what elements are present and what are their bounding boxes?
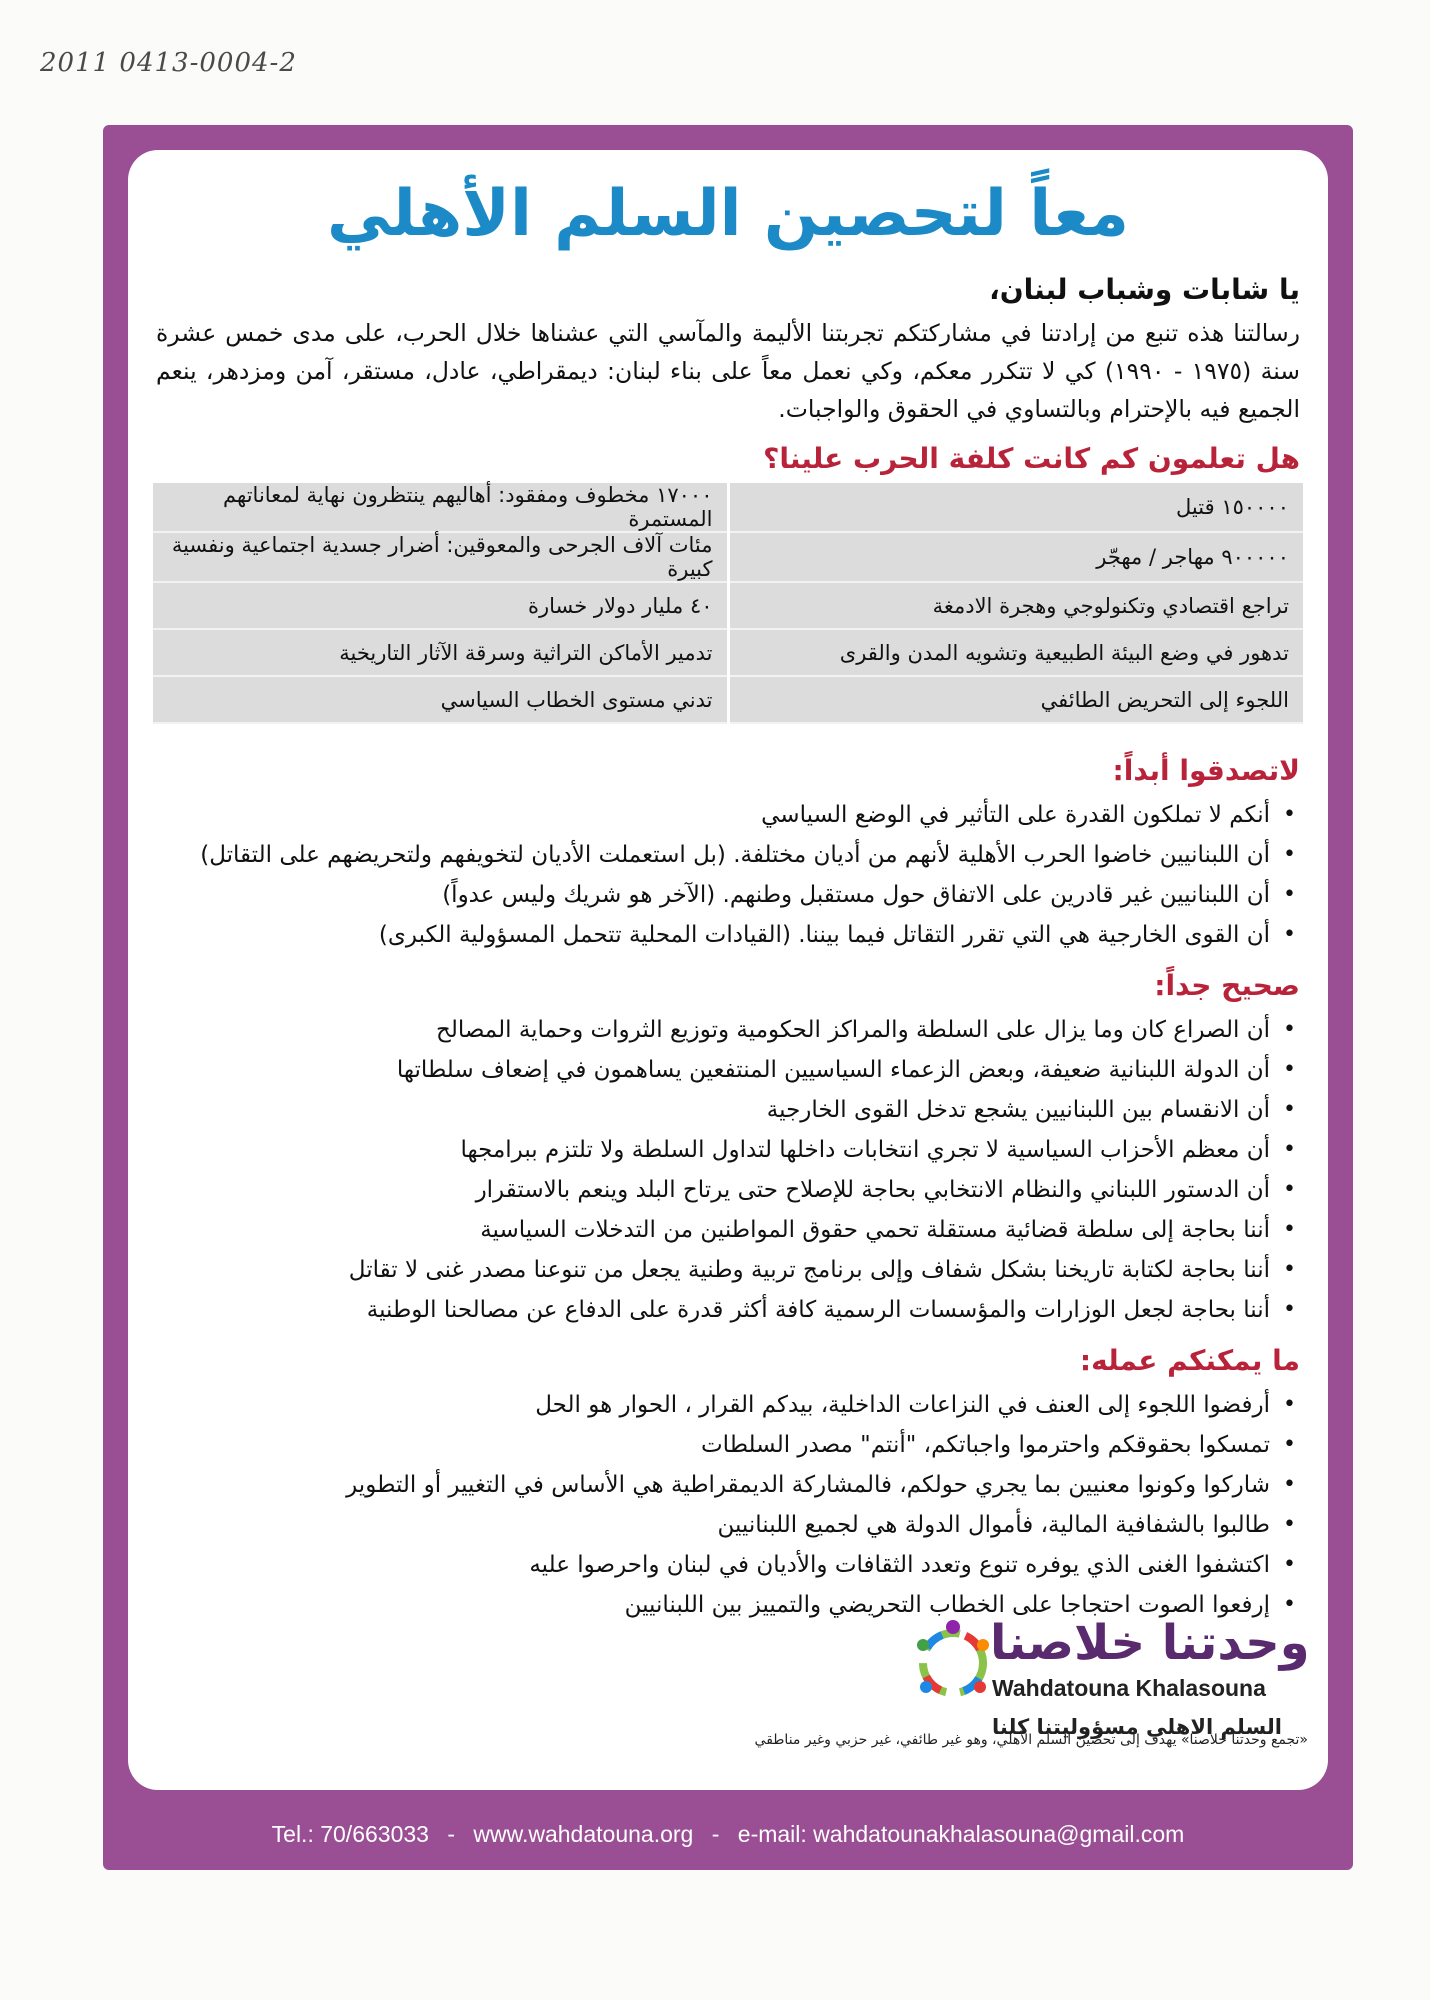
- list-item: • أن معظم الأحزاب السياسية لا تجري انتخابات داخلها لتداول السلطة ولا تلتزم ببرامجها: [156, 1130, 1300, 1170]
- intro-paragraph: رسالتنا هذه تنبع من إرادتنا في مشاركتكم تجربتنا الأليمة والمآسي التي عشناها خلال الحرب، على مدى خمس عشرة سنة (١٩٧٥ - ١٩٩٠) كي لا تتكرر معكم، وكي نعمل معاً على بناء لبنان: ديمقراطي، عادل، مستقر، آمن ومزدهر، ينعم الجميع فيه بالإحترام وبالتساوي في الحقوق والواجبات.: [156, 319, 1300, 424]
- cost-heading: هل تعلمون كم كانت كلفة الحرب علينا؟: [763, 442, 1300, 476]
- flyer-body: [128, 150, 1328, 1790]
- war-cost-table: [150, 483, 1306, 724]
- footer-email-link[interactable]: e-mail: wahdatounakhalasouna@gmail.com: [737, 1821, 1185, 1847]
- logo-arabic-name: وحدتنا خلاصنا: [990, 1615, 1310, 1671]
- logo-slogan: السلم الاهلي مسؤوليتنا كلنا: [992, 1715, 1282, 1739]
- footer-separator: -: [447, 1821, 456, 1847]
- very-true-heading: صحيح جداً:: [1154, 969, 1300, 1003]
- table-row: [153, 630, 1303, 677]
- list-item: • أن القوى الخارجية هي التي تقرر التقاتل فيما بيننا. (القيادات المحلية تتحمل المسؤولية الكبرى): [156, 915, 1300, 955]
- cost-cell: مئات آلاف الجرحى والمعوقين: أضرار جسدية اجتماعية ونفسية كبيرة: [153, 533, 727, 583]
- what-to-do-list: [150, 1385, 1306, 1625]
- cost-cell: تدهور في وضع البيئة الطبيعية وتشويه المدن والقرى: [730, 630, 1304, 677]
- footer-phone: Tel.: 70/663033: [271, 1821, 429, 1847]
- contact-footer: [103, 1821, 1353, 1848]
- cost-cell: ٤٠ مليار دولار خسارة: [153, 583, 727, 630]
- list-item: • تمسكوا بحقوقكم واحترموا واجباتكم، "أنتم" مصدر السلطات: [156, 1425, 1300, 1465]
- list-item: • أن الدولة اللبنانية ضعيفة، وبعض الزعماء السياسيين المنتفعين يساهمون في إضعاف سلطاتها: [156, 1050, 1300, 1090]
- list-item: • إرفعوا الصوت احتجاجا على الخطاب التحريضي والتمييز بين اللبنانيين: [156, 1585, 1300, 1625]
- greeting: يا شابات وشباب لبنان،: [989, 273, 1300, 307]
- list-item: • شاركوا وكونوا معنيين بما يجري حولكم، فالمشاركة الديمقراطية هي الأساس في التغيير أو التطوير: [156, 1465, 1300, 1505]
- handwritten-file-number: 2011 0413-0004-2: [40, 48, 297, 78]
- list-item: • أرفضوا اللجوء إلى العنف في النزاعات الداخلية، بيدكم القرار ، الحوار هو الحل: [156, 1385, 1300, 1425]
- cost-cell: تدني مستوى الخطاب السياسي: [153, 677, 727, 724]
- organization-note: «تجمع وحدتنا خلاصنا» يهدف إلى تحصين السلم الأهلي، وهو غير طائفي، غير حزبي وغير مناطقي: [754, 1732, 1308, 1748]
- list-item: • أننا بحاجة لكتابة تاريخنا بشكل شفاف وإلى برنامج تربية وطنية يجعل من تنوعنا مصدر غنى لا تقاتل: [156, 1250, 1300, 1290]
- list-item: • طالبوا بالشفافية المالية، فأموال الدولة هي لجميع اللبنانيين: [156, 1505, 1300, 1545]
- list-item: • أن الانقسام بين اللبنانيين يشجع تدخل القوى الخارجية: [156, 1090, 1300, 1130]
- cost-cell: تدمير الأماكن التراثية وسرقة الآثار التاريخية: [153, 630, 727, 677]
- list-item: • اكتشفوا الغنى الذي يوفره تنوع وتعدد الثقافات والأديان في لبنان واحرصوا عليه: [156, 1545, 1300, 1585]
- list-item: • أن اللبنانيين خاضوا الحرب الأهلية لأنهم من أديان مختلفة. (بل استعملت الأديان لتخويفهم ولتحريضهم على التقاتل): [156, 835, 1300, 875]
- cost-cell: اللجوء إلى التحريض الطائفي: [730, 677, 1304, 724]
- cost-cell: ٩٠٠٠٠٠ مهاجر / مهجّر: [730, 533, 1304, 583]
- page-title: معاً لتحصين السلم الأهلي: [327, 177, 1129, 251]
- table-row: [153, 677, 1303, 724]
- table-row: [153, 583, 1303, 630]
- list-item: • أننا بحاجة إلى سلطة قضائية مستقلة تحمي حقوق المواطنين من التدخلات السياسية: [156, 1210, 1300, 1250]
- purple-frame: [103, 125, 1353, 1870]
- very-true-list: [150, 1010, 1306, 1330]
- footer-website-link[interactable]: www.wahdatouna.org: [473, 1821, 694, 1847]
- table-row: [153, 533, 1303, 583]
- cost-cell: ١٥٠٠٠٠ قتيل: [730, 483, 1304, 533]
- list-item: • أنكم لا تملكون القدرة على التأثير في الوضع السياسي: [156, 795, 1300, 835]
- cost-cell: ١٧٠٠٠ مخطوف ومفقود: أهاليهم ينتظرون نهاية لمعاناتهم المستمرة: [153, 483, 727, 533]
- list-item: • أن اللبنانيين غير قادرين على الاتفاق حول مستقبل وطنهم. (الآخر هو شريك وليس عدواً): [156, 875, 1300, 915]
- flyer-content: [150, 175, 1306, 1625]
- footer-separator: -: [711, 1821, 720, 1847]
- list-item: • أننا بحاجة لجعل الوزارات والمؤسسات الرسمية كافة أكثر قدرة على الدفاع عن مصالحنا الوطنية: [156, 1290, 1300, 1330]
- dont-believe-heading: لاتصدقوا أبداً:: [1112, 754, 1300, 788]
- logo-english-name: Wahdatouna Khalasouna: [992, 1675, 1266, 1701]
- table-row: [153, 483, 1303, 533]
- list-item: • أن الصراع كان وما يزال على السلطة والمراكز الحكومية وتوزيع الثروات وحماية المصالح: [156, 1010, 1300, 1050]
- list-item: • أن الدستور اللبناني والنظام الانتخابي بحاجة للإصلاح حتى يرتاح البلد وينعم بالاستقرار: [156, 1170, 1300, 1210]
- people-circle-logo-icon: [908, 1615, 998, 1705]
- cost-cell: تراجع اقتصادي وتكنولوجي وهجرة الادمغة: [730, 583, 1304, 630]
- what-to-do-heading: ما يمكنكم عمله:: [1079, 1344, 1300, 1378]
- dont-believe-list: [150, 795, 1306, 955]
